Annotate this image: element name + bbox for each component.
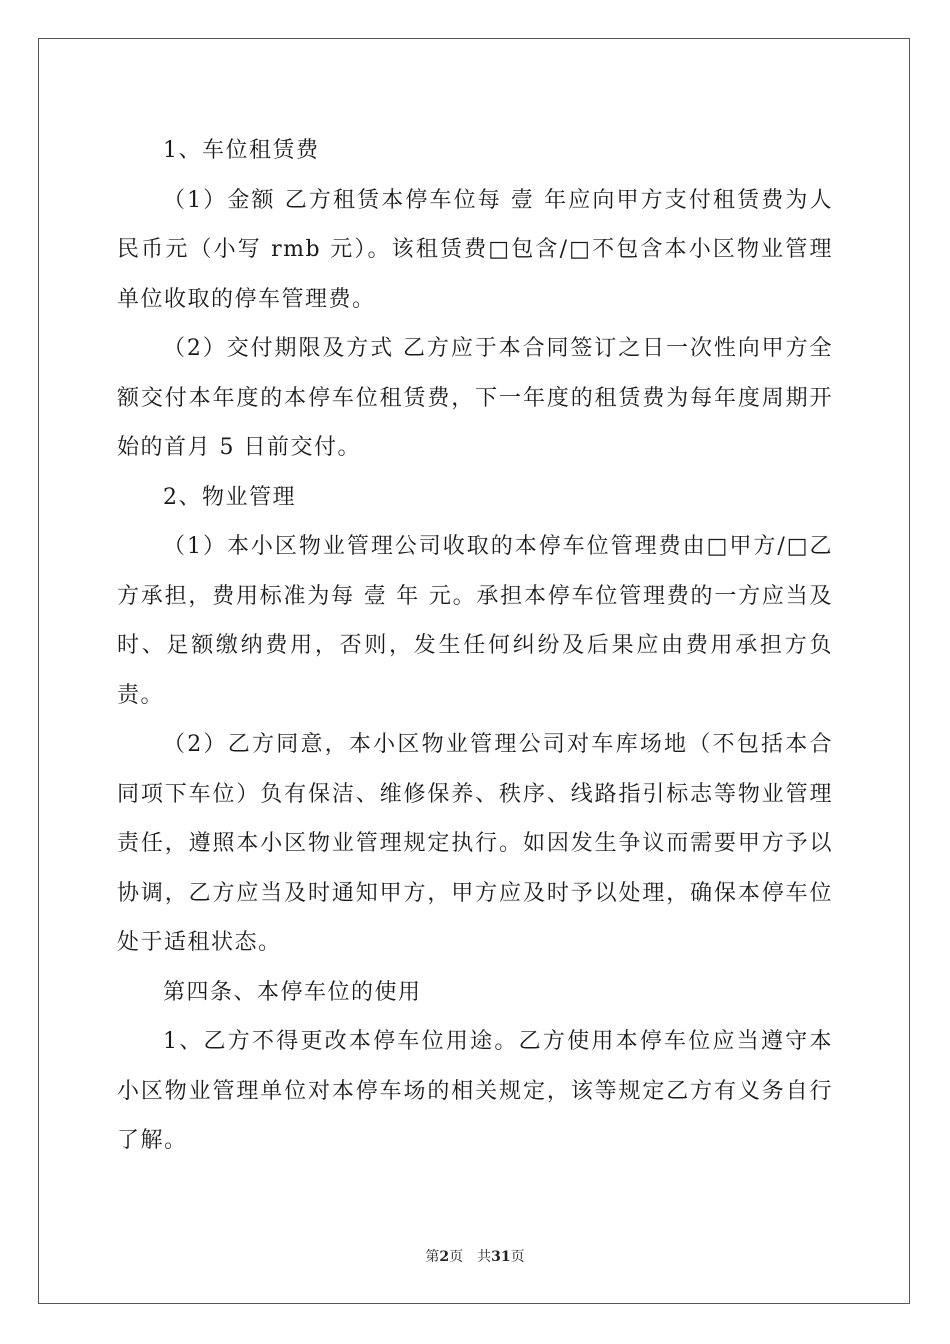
- document-body: [117, 126, 833, 1166]
- page-number: 2: [439, 1249, 450, 1265]
- page-footer: [0, 1247, 950, 1267]
- paragraph-payment-terms: （2）交付期限及方式 乙方应于本合同签订之日一次性向甲方全额交付本年度的本停车位租赁费，下一年度的租赁费为每年度周期开始的首月 5 日前交付。: [117, 336, 833, 460]
- paragraph-management-responsibility: （2）乙方同意，本小区物业管理公司对车库场地（不包括本合同项下车位）负有保洁、维修保养、秩序、线路指引标志等物业管理责任，遵照本小区物业管理规定执行。如因发生争议而需要甲方予以协调，乙方应当及时通知甲方，甲方应及时予以处理，确保本停车位处于适租状态。: [117, 732, 833, 955]
- total-pages: 31: [491, 1249, 511, 1265]
- total-suffix: 页: [510, 1249, 525, 1265]
- paragraph-fee-amount: （1）金额 乙方租赁本停车位每 壹 年应向甲方支付租赁费为人民币元（小写 rmb 元）。该租赁费□包含/□不包含本小区物业管理单位收取的停车管理费。: [117, 187, 833, 312]
- page-prefix: 第: [425, 1249, 440, 1265]
- paragraph-management-fee: （1）本小区物业管理公司收取的本停车位管理费由□甲方/□乙方承担，费用标准为每 壹 年 元。承担本停车位管理费的一方应当及时、足额缴纳费用，否则，发生任何纠纷及后果应由费用承担方负责。: [117, 534, 833, 708]
- paragraph-usage-rules: 1、乙方不得更改本停车位用途。乙方使用本停车位应当遵守本小区物业管理单位对本停车场的相关规定，该等规定乙方有义务自行了解。: [117, 1029, 833, 1153]
- section-heading-property-management: 2、物业管理: [163, 484, 296, 510]
- section-heading-parking-fee: 1、车位租赁费: [163, 138, 320, 163]
- page-suffix: 页: [449, 1249, 464, 1265]
- article-heading-usage: 第四条、本停车位的使用: [163, 979, 422, 1005]
- total-prefix: 共: [477, 1249, 492, 1265]
